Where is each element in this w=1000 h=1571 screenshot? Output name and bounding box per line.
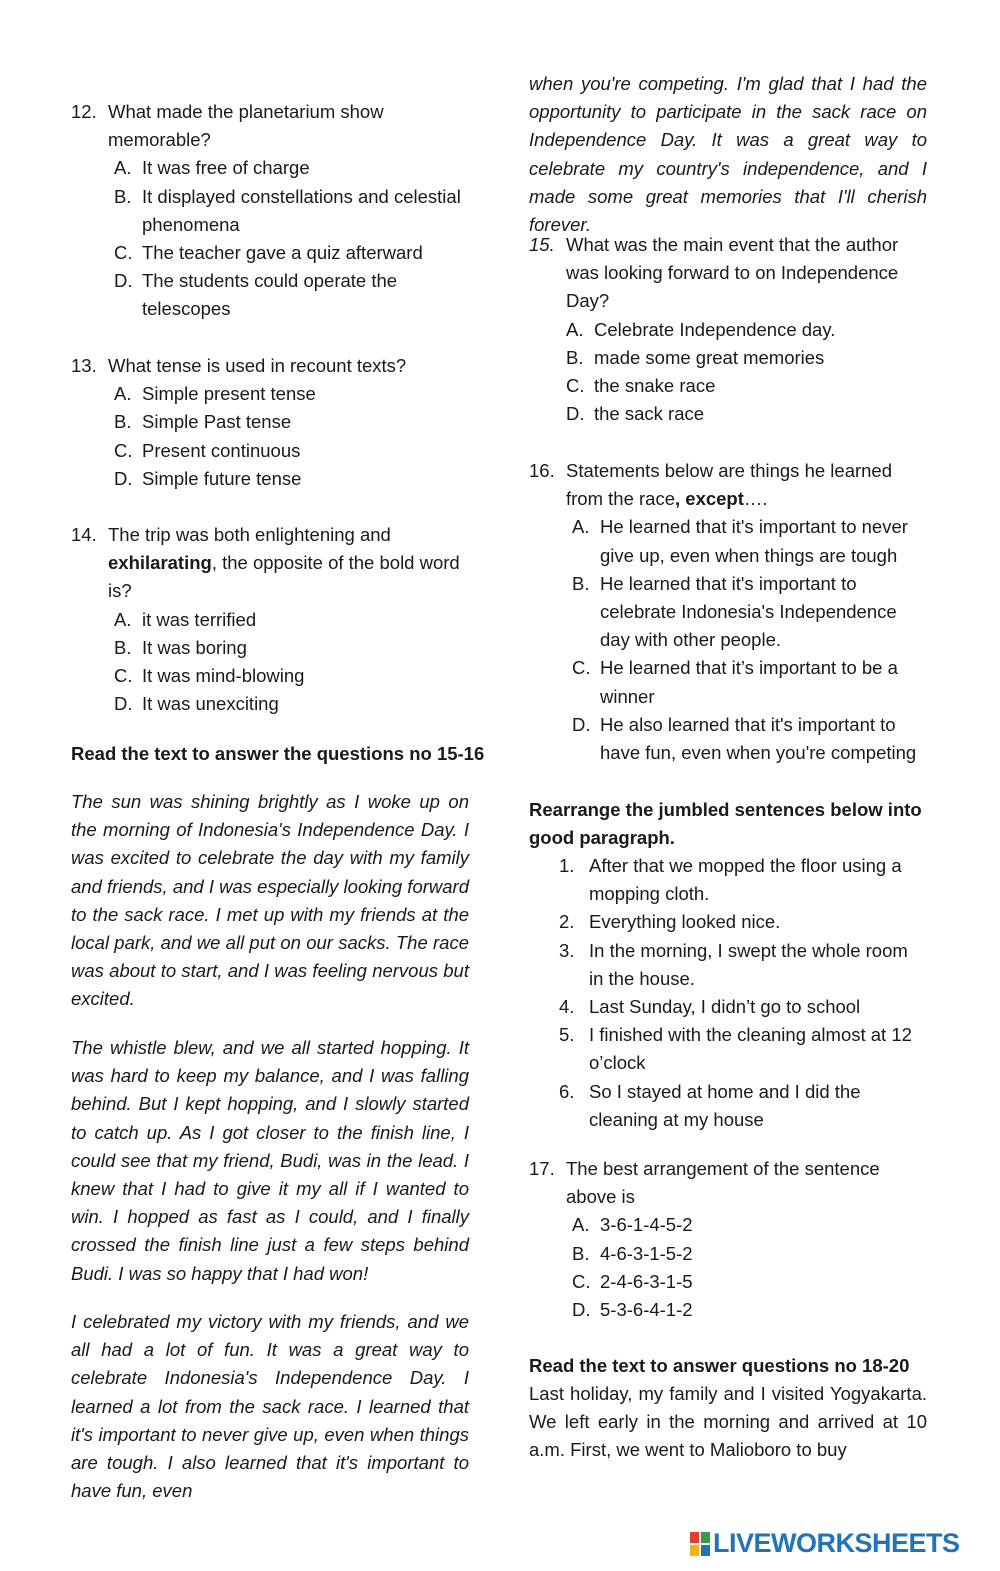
jumbled-list — [559, 852, 919, 1134]
option-a[interactable]: A. Celebrate Independence day. — [566, 318, 836, 340]
option-d[interactable]: D. The students could operate the telescopes — [114, 270, 398, 320]
option-b[interactable]: B. Simple Past tense — [114, 411, 292, 433]
logo-text: LIVEWORKSHEETS — [713, 1528, 960, 1558]
option-a[interactable]: A. 3-6-1-4-5-2 — [572, 1214, 693, 1236]
option-a[interactable]: A. It was free of charge — [114, 157, 310, 179]
option-d[interactable]: D. It was unexciting — [114, 693, 279, 715]
reading-paragraph-1: The sun was shining brightly as I woke up on the morning of Indonesia's Independence Day. I was excited to celebrate the day with my family and friends, and I was especially looking forward to the sack race. I met up with my friends at the local park, and we all put on our sacks. The race was about to start, and I was feeling nervous but excited. — [71, 791, 469, 1010]
option-c[interactable]: C. He learned that it’s important to be a winner — [572, 657, 898, 707]
question-13 — [71, 352, 469, 493]
list-item: 2. Everything looked nice. — [559, 911, 781, 933]
list-item: 1. After that we mopped the floor using a mopping cloth. — [559, 855, 902, 905]
reading-2-heading: Read the text to answer questions no 18-20 — [529, 1355, 910, 1376]
question-number: 12. — [71, 101, 97, 122]
option-d[interactable]: D. 5-3-6-4-1-2 — [572, 1299, 693, 1321]
option-b[interactable]: B. It was boring — [114, 636, 247, 658]
question-text: What tense is used in recount texts? — [108, 355, 407, 376]
option-c[interactable]: C. The teacher gave a quiz afterward — [114, 242, 423, 264]
option-b[interactable]: B. made some great memories — [566, 346, 825, 368]
question-text: The best arrangement of the sentence above is — [566, 1158, 880, 1208]
reading-heading: Read the text to answer the questions no 15-16 — [71, 743, 485, 764]
option-b[interactable]: B. It displayed constellations and celestial phenomena — [114, 185, 461, 235]
option-b[interactable]: B. 4-6-3-1-5-2 — [572, 1242, 693, 1264]
option-a[interactable]: A. He learned that it's important to never give up, even when things are tough — [572, 516, 908, 566]
question-number: 13. — [71, 355, 97, 376]
question-number: 17. — [529, 1158, 555, 1179]
question-text: What was the main event that the author was looking forward to on Independence Day? — [566, 234, 899, 312]
question-text: The trip was both enlightening and exhilarating, the opposite of the bold word is? — [108, 524, 460, 602]
option-c[interactable]: C. It was mind-blowing — [114, 665, 305, 687]
question-text: What made the planetarium show memorable? — [108, 101, 384, 151]
list-item: 6. So I stayed at home and I did the cleaning at my house — [559, 1080, 861, 1130]
question-15 — [529, 231, 927, 428]
question-number: 14. — [71, 524, 97, 545]
question-12 — [71, 98, 469, 324]
question-16 — [529, 457, 927, 767]
list-item: 3. In the morning, I swept the whole room in the house. — [559, 939, 908, 989]
option-c[interactable]: C. Present continuous — [114, 439, 301, 461]
liveworksheets-logo — [690, 1528, 960, 1559]
option-a[interactable]: A. Simple present tense — [114, 383, 316, 405]
option-c[interactable]: C. the snake race — [566, 375, 716, 397]
option-b[interactable]: B. He learned that it's important to celebrate Indonesia's Independence day with other people. — [572, 572, 897, 651]
question-14 — [71, 521, 469, 718]
bold-word: exhilarating — [108, 552, 212, 574]
option-c[interactable]: C. 2-4-6-3-1-5 — [572, 1270, 693, 1292]
question-text: Statements below are things he learned from the race, except…. — [566, 460, 893, 510]
question-17 — [529, 1155, 927, 1324]
jumbled-heading: Rearrange the jumbled sentences below into good paragraph. — [529, 799, 922, 849]
option-d[interactable]: D. Simple future tense — [114, 467, 302, 489]
reading-paragraph-3: I celebrated my victory with my friends, and we all had a lot of fun. It was a great way to celebrate Indonesia's Independence Day. I learned a lot from the sack race. I learned that it's important to never give up, even when things are tough. I also learned that it's important to have fun, even — [71, 1311, 469, 1502]
question-number: 16. — [529, 460, 555, 481]
list-item: 5. I finished with the cleaning almost at 12 o’clock — [559, 1024, 912, 1074]
logo-icon — [690, 1532, 710, 1556]
reading-paragraph-2: The whistle blew, and we all started hopping. It was hard to keep my balance, and I was falling behind. But I kept hopping, and I slowly started to catch up. As I got closer to the finish line, I could see that my friend, Budi, was in the lead. I knew that I had to give it my all if I wanted to win. I hopped as fast as I could, and I finally crossed the finish line just a few steps behind Budi. I was so happy that I had won! — [71, 1037, 469, 1284]
option-d[interactable]: D. the sack race — [566, 403, 705, 425]
question-number: 15. — [529, 234, 555, 255]
reading-paragraph-3-continued: when you're competing. I'm glad that I had the opportunity to participate in the sack race on Independence Day. It was a great way to celebrate my country's independence, and I made some great memories that I'll cherish forever. — [529, 73, 927, 236]
bold-word: , except — [675, 488, 744, 510]
option-a[interactable]: A. it was terrified — [114, 608, 257, 630]
list-item: 4. Last Sunday, I didn’t go to school — [559, 996, 861, 1018]
option-d[interactable]: D. He also learned that it's important to have fun, even when you're competing — [572, 713, 917, 764]
reading-2-text: Last holiday, my family and I visited Yogyakarta. We left early in the morning and arrived at 10 a.m. First, we went to Malioboro to buy — [529, 1383, 927, 1461]
